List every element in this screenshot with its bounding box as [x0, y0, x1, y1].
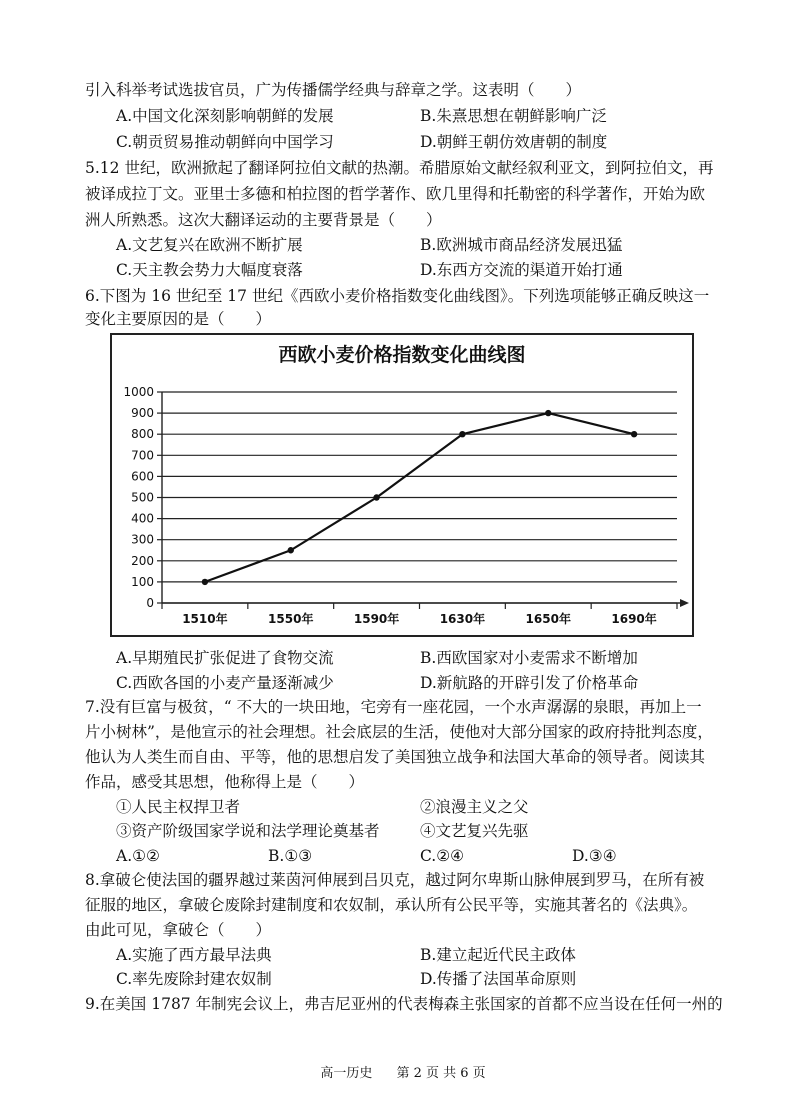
x-tick-label-2: 1590年 [353, 612, 400, 626]
q5-option-d: D.东西方交流的渠道开始打通 [420, 261, 623, 279]
q4-option-a: A.中国文化深刻影响朝鲜的发展 [116, 107, 334, 125]
data-point-1690年 [631, 431, 637, 437]
q7-item-3: ③资产阶级国家学说和法学理论奠基者 [116, 822, 380, 840]
x-tick-label-0: 1510年 [182, 612, 228, 626]
data-point-1650年 [545, 410, 551, 416]
y-tick-label-5: 500 [131, 490, 154, 505]
y-tick-label-2: 200 [131, 553, 154, 568]
q5-option-a: A.文艺复兴在欧洲不断扩展 [116, 236, 303, 254]
q7-item-1: ①人民主权捍卫者 [116, 798, 241, 816]
x-tick-label-5: 1690年 [611, 612, 657, 626]
q7-option-c: C.②④ [420, 847, 465, 865]
q5-stem-line-1: 5.12 世纪，欧洲掀起了翻译阿拉伯文献的热潮。希腊原始文献经叙利亚文，到阿拉伯文，再 [85, 159, 714, 177]
q6-option-d: D.新航路的开辟引发了价格革命 [420, 674, 639, 692]
chart-grid [162, 392, 677, 603]
y-tick-label-3: 300 [131, 532, 154, 547]
q8-option-b: B.建立起近代民主政体 [420, 946, 576, 964]
q4-option-b: B.朱熹思想在朝鲜影响广泛 [420, 107, 607, 125]
data-point-1510年 [202, 579, 208, 585]
q8-stem-line-3: 由此可见，拿破仑（ ） [85, 921, 272, 939]
y-tick-label-9: 900 [131, 406, 154, 421]
q7-stem-line-2: 片小树林”，是他宣示的社会理想。社会底层的生活，使他对大部分国家的政府持批判态度， [85, 723, 713, 741]
y-tick-label-0: 0 [146, 596, 154, 610]
page-footer [0, 1062, 806, 1081]
q8-stem-line-2: 征服的地区，拿破仑废除封建制度和农奴制，承认所有公民平等，实施其著名的《法典》。 [85, 896, 698, 914]
q7-item-4: ④文艺复兴先驱 [420, 822, 529, 840]
y-axis-ticks [123, 385, 162, 610]
q6-stem-line-1: 6.下图为 16 世纪至 17 世纪《西欧小麦价格指数变化曲线图》。下列选项能够正确反映这一 [85, 287, 710, 305]
chart-axes [162, 392, 689, 607]
x-axis-arrow [680, 599, 689, 607]
q5-option-c: C.天主教会势力大幅度衰落 [116, 261, 303, 279]
q7-option-d: D.③④ [572, 847, 617, 865]
data-point-1590年 [373, 494, 379, 500]
x-tick-label-4: 1650年 [525, 612, 571, 626]
footer-subject: 高一历史 [320, 1066, 373, 1081]
data-point-1630年 [459, 431, 465, 437]
x-axis-ticks [162, 603, 677, 626]
wheat-price-chart [110, 333, 694, 637]
y-tick-label-10: 1000 [123, 385, 154, 399]
q5-option-b: B.欧洲城市商品经济发展迅猛 [420, 236, 623, 254]
q7-stem-line-4: 作品，感受其思想，他称得上是（ ） [85, 773, 365, 791]
q4-option-d: D.朝鲜王朝仿效唐朝的制度 [420, 133, 608, 151]
x-tick-label-3: 1630年 [439, 612, 486, 626]
q6-option-a: A.早期殖民扩张促进了食物交流 [116, 649, 334, 667]
q7-option-a: A.①② [116, 847, 160, 865]
q7-stem-line-3: 他认为人类生而自由、平等，他的思想启发了美国独立战争和法国大革命的领导者。阅读其 [85, 748, 706, 766]
q7-item-2: ②浪漫主义之父 [420, 798, 529, 816]
data-point-1550年 [288, 547, 294, 553]
q9-stem-line-1: 9.在美国 1787 年制宪会议上，弗吉尼亚州的代表梅森主张国家的首都不应当设在任何一州的 [85, 995, 723, 1013]
q8-stem-line-1: 8.拿破仑使法国的疆界越过莱茵河伸展到吕贝克，越过阿尔卑斯山脉伸展到罗马，在所有被 [85, 871, 705, 889]
q7-stem-line-1: 7.没有巨富与极贫，“ 不大的一块田地，宅旁有一座花园，一个水声潺潺的泉眼，再加上一 [85, 698, 702, 716]
q6-option-b: B.西欧国家对小麦需求不断增加 [420, 649, 638, 667]
x-tick-label-1: 1550年 [268, 612, 314, 626]
q8-option-a: A.实施了西方最早法典 [116, 946, 272, 964]
q6-stem-line-2: 变化主要原因的是（ ） [85, 310, 272, 328]
q5-stem-line-2: 被译成拉丁文。亚里士多德和柏拉图的哲学著作、欧几里得和托勒密的科学著作，开始为欧 [85, 185, 706, 203]
y-tick-label-7: 700 [131, 448, 154, 463]
q6-option-c: C.西欧各国的小麦产量逐渐减少 [116, 674, 334, 692]
q8-option-c: C.率先废除封建农奴制 [116, 970, 272, 988]
y-tick-label-4: 400 [131, 511, 154, 526]
q8-option-d: D.传播了法国革命原则 [420, 970, 577, 988]
q4-option-c: C.朝贡贸易推动朝鲜向中国学习 [116, 133, 334, 151]
chart-title: 西欧小麦价格指数变化曲线图 [278, 344, 526, 366]
q7-option-b: B.①③ [268, 847, 313, 865]
y-tick-label-6: 600 [131, 469, 154, 484]
y-tick-label-1: 100 [131, 574, 154, 589]
chart-canvas [112, 335, 692, 635]
footer-page-number: 第 2 页 共 6 页 [396, 1066, 486, 1081]
y-tick-label-8: 800 [131, 427, 154, 442]
q4-stem-line-1: 引入科举考试选拔官员，广为传播儒学经典与辞章之学。这表明（ ） [85, 81, 582, 99]
q5-stem-line-3: 洲人所熟悉。这次大翻译运动的主要背景是（ ） [85, 211, 442, 229]
